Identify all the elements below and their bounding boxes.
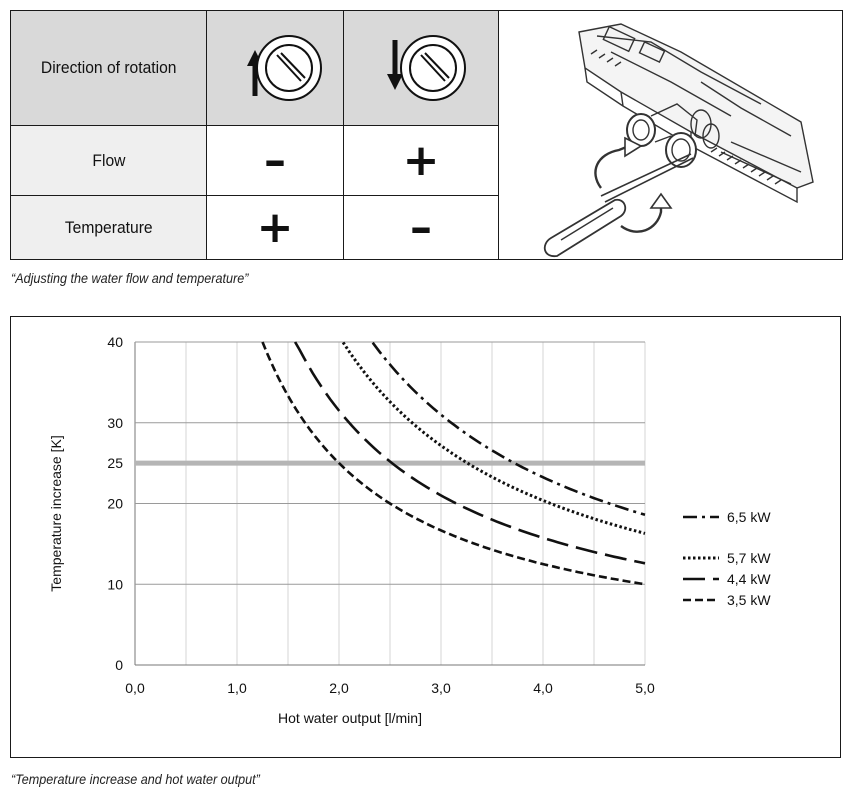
cw-icon-cell <box>344 11 498 125</box>
x-axis-title: Hot water output [l/min] <box>278 710 422 726</box>
y-tick-label: 30 <box>107 414 123 431</box>
legend-label: 3,5 kW <box>727 592 771 608</box>
legend <box>683 509 771 608</box>
y-tick-label: 0 <box>115 657 123 673</box>
temperature-output-chart <box>11 317 840 757</box>
y-tick-label: 10 <box>107 576 123 593</box>
temperature-label-cell <box>11 196 206 259</box>
counterclockwise-screw-icon <box>225 28 325 108</box>
series-line <box>295 342 645 563</box>
series-line <box>373 343 645 515</box>
flow-cw-cell <box>344 126 498 195</box>
flow-label-cell <box>11 126 206 195</box>
temperature-ccw-cell <box>207 196 343 259</box>
temperature-label: Temperature <box>64 217 153 237</box>
header-label: Direction of rotation <box>40 58 177 77</box>
x-tick-label: 0,0 <box>125 680 145 696</box>
legend-label: 5,7 kW <box>727 550 771 566</box>
y-tick-label: 20 <box>107 495 123 512</box>
screwdriver-adjustment-illustration <box>501 12 841 258</box>
clockwise-screw-icon <box>371 28 471 108</box>
caption-bottom: “Temperature increase and hot water output” <box>11 771 260 787</box>
x-tick-label: 1,0 <box>227 680 247 696</box>
x-tick-label: 5,0 <box>635 680 655 696</box>
tick-layer <box>107 334 655 696</box>
flow-label: Flow <box>91 150 126 170</box>
plus-sign: + <box>402 134 440 186</box>
legend-label: 6,5 kW <box>727 509 771 525</box>
illustration-cell <box>499 11 842 259</box>
minus-sign: – <box>410 201 432 253</box>
y-axis-title: Temperature increase [K] <box>48 435 64 592</box>
caption-top: “Adjusting the water flow and temperature” <box>11 270 249 286</box>
ccw-icon-cell <box>207 11 343 125</box>
minus-sign: – <box>264 134 286 186</box>
rotation-table <box>10 10 843 260</box>
plus-sign: + <box>256 201 294 253</box>
x-tick-label: 4,0 <box>533 680 553 696</box>
temperature-cw-cell <box>344 196 498 259</box>
chart-frame <box>10 316 841 758</box>
y-tick-label: 40 <box>107 334 123 350</box>
y-tick-label: 25 <box>107 455 123 472</box>
x-tick-label: 2,0 <box>329 680 349 696</box>
flow-ccw-cell <box>207 126 343 195</box>
x-tick-label: 3,0 <box>431 680 451 696</box>
series-line <box>343 342 645 533</box>
header-label-cell <box>11 11 206 125</box>
legend-label: 4,4 kW <box>727 571 771 587</box>
